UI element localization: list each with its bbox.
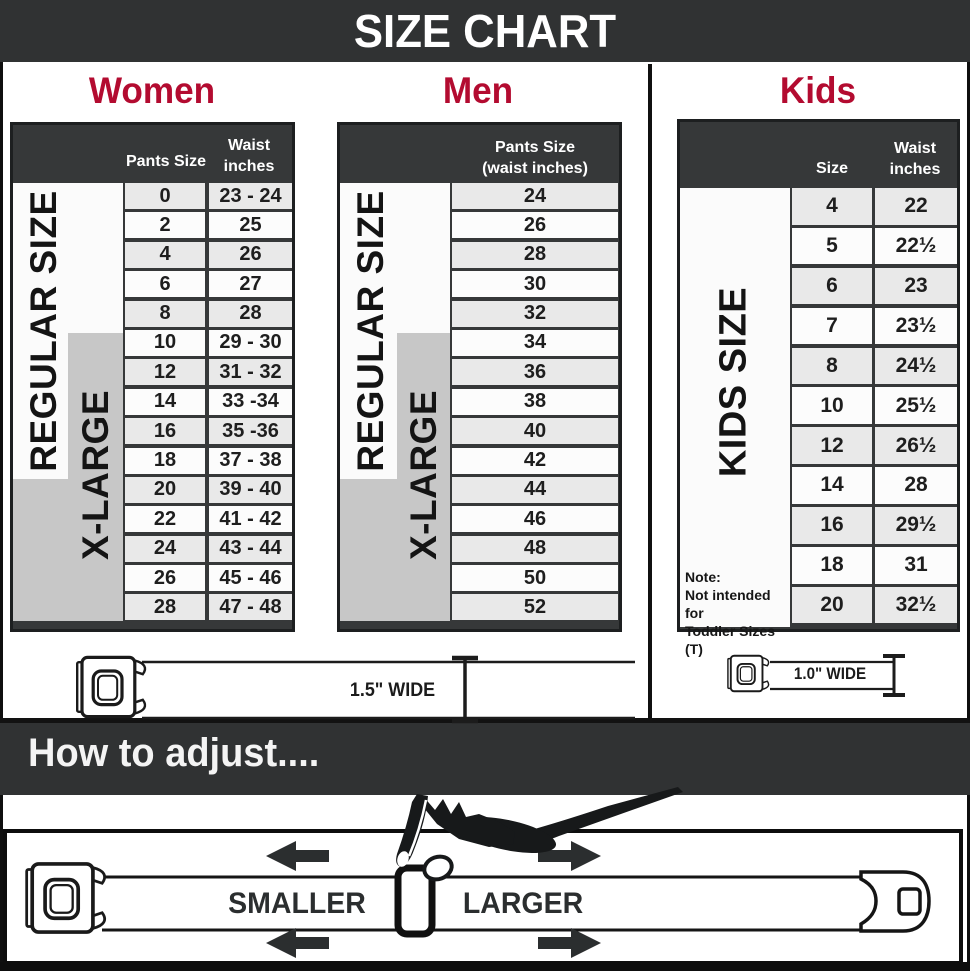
kids-belt-illustration [718, 646, 913, 702]
page-title: SIZE CHART [353, 5, 617, 57]
pants-size-cell: 10 [125, 330, 205, 356]
pants-size-cell: 18 [125, 448, 205, 474]
kid-size-cell: 6 [792, 268, 872, 305]
women-heading: Women [88, 70, 216, 111]
men-col-header: Pants Size (waist inches) [482, 139, 588, 177]
table-row [452, 418, 618, 444]
kid-size-cell: 16 [792, 507, 872, 544]
table-row [792, 427, 957, 464]
waist-cell: 23 [875, 268, 957, 305]
waist-cell: 29½ [875, 507, 957, 544]
waist-cell: 23 - 24 [209, 183, 292, 209]
waist-cell: 47 - 48 [209, 594, 292, 620]
left-border [0, 0, 3, 971]
waist-cell: 33 -34 [209, 389, 292, 415]
waist-cell: 28 [209, 301, 292, 327]
kid-size-cell: 4 [792, 188, 872, 225]
table-row [452, 242, 618, 268]
waist-cell: 35 -36 [209, 418, 292, 444]
pants-size-cell: 8 [125, 301, 205, 327]
table-row [125, 477, 292, 503]
pants-size-cell: 26 [125, 565, 205, 591]
pants-size-cell: 24 [125, 536, 205, 562]
title-banner [0, 0, 970, 62]
table-row [125, 389, 292, 415]
waist-cell: 25 [209, 212, 292, 238]
table-row [125, 506, 292, 532]
men-heading: Men [442, 70, 514, 111]
waist-cell: 24½ [875, 348, 957, 385]
table-row [452, 330, 618, 356]
pants-size-cell: 14 [125, 389, 205, 415]
table-row [452, 565, 618, 591]
kid-size-cell: 18 [792, 547, 872, 584]
men-rows [452, 183, 618, 624]
table-row [125, 212, 292, 238]
seatbelt-buckle-icon [77, 657, 145, 716]
pants-size-cell: 48 [452, 536, 618, 562]
waist-cell: 32½ [875, 587, 957, 624]
pants-size-cell: 40 [452, 418, 618, 444]
table-row [452, 448, 618, 474]
table-row [125, 330, 292, 356]
women-size-table: Pants Size Waist inches REGULAR SIZE X-LARGE 0 23 - 24 2 25 4 26 6 27 8 28 10 29 - 30 12 31 - 32 14 33 -34 16 35 -36 18 37 - 38 20 39 - 40 22 41 - 42 24 43 - 44 26 45 - 46 28 47 - 48 [10, 122, 295, 632]
table-row [125, 301, 292, 327]
waist-cell: 22½ [875, 228, 957, 265]
kids-size-table: Size Waist inches KIDS SIZE Note: Not intended for Toddler Sizes (T) 4 22 5 22½ 6 23 7 23½ 8 24½ 10 25½ 12 26½ 14 28 16 29½ 18 31 20 32½ [677, 119, 960, 632]
table-row [452, 212, 618, 238]
waist-cell: 43 - 44 [209, 536, 292, 562]
kid-size-cell: 20 [792, 587, 872, 624]
table-row [452, 477, 618, 503]
hand-icon [395, 787, 683, 883]
how-to-illustration [7, 790, 963, 970]
kid-size-cell: 10 [792, 387, 872, 424]
pants-size-cell: 42 [452, 448, 618, 474]
pants-size-cell: 38 [452, 389, 618, 415]
women-rows [125, 183, 292, 624]
pants-size-cell: 4 [125, 242, 205, 268]
table-row [125, 418, 292, 444]
table-row [452, 271, 618, 297]
table-row [792, 387, 957, 424]
pants-size-cell: 12 [125, 359, 205, 385]
table-row [792, 308, 957, 345]
pants-size-cell: 52 [452, 594, 618, 620]
table-row [452, 536, 618, 562]
table-row [452, 389, 618, 415]
table-row [452, 506, 618, 532]
table-row [125, 536, 292, 562]
seatbelt-buckle-icon [728, 656, 769, 692]
table-row [452, 301, 618, 327]
kids-col-size-header: Size [815, 160, 848, 177]
table-row [125, 183, 292, 209]
men-size-table: Pants Size (waist inches) REGULAR SIZE X-LARGE 24 26 28 30 32 34 36 38 40 42 44 46 48 50 52 [337, 122, 622, 632]
adult-belt-width-label: 1.5" WIDE [349, 679, 436, 701]
pants-size-cell: 36 [452, 359, 618, 385]
kids-heading: Kids [779, 70, 857, 111]
table-row [125, 448, 292, 474]
waist-cell: 31 - 32 [209, 359, 292, 385]
pants-size-cell: 26 [452, 212, 618, 238]
waist-cell: 37 - 38 [209, 448, 292, 474]
table-row [125, 242, 292, 268]
waist-cell: 29 - 30 [209, 330, 292, 356]
waist-cell: 31 [875, 547, 957, 584]
table-row [792, 268, 957, 305]
waist-cell: 26 [209, 242, 292, 268]
waist-cell: 23½ [875, 308, 957, 345]
pants-size-cell: 24 [452, 183, 618, 209]
waist-cell: 22 [875, 188, 957, 225]
pants-size-cell: 16 [125, 418, 205, 444]
kids-note: Note: Not intended for Toddler Sizes (T) [685, 569, 775, 657]
table-row [125, 594, 292, 620]
table-row [792, 348, 957, 385]
pants-size-cell: 50 [452, 565, 618, 591]
how-to-band [0, 718, 970, 795]
table-row [452, 183, 618, 209]
table-row [792, 547, 957, 584]
waist-cell: 45 - 46 [209, 565, 292, 591]
kids-belt-width-label: 1.0" WIDE [793, 665, 867, 683]
waist-cell: 26½ [875, 427, 957, 464]
kid-size-cell: 7 [792, 308, 872, 345]
table-row [792, 188, 957, 225]
waist-cell: 41 - 42 [209, 506, 292, 532]
waist-cell: 28 [875, 467, 957, 504]
smaller-label: SMALLER [228, 887, 366, 920]
table-row [792, 587, 957, 624]
pants-size-cell: 32 [452, 301, 618, 327]
how-to-heading: How to adjust.... [28, 731, 320, 775]
table-row [125, 359, 292, 385]
table-row [792, 467, 957, 504]
table-row [125, 271, 292, 297]
women-col-waist-header: Waist inches [223, 137, 275, 175]
kid-size-cell: 8 [792, 348, 872, 385]
table-row [452, 359, 618, 385]
table-row [792, 507, 957, 544]
pants-size-cell: 30 [452, 271, 618, 297]
kid-size-cell: 5 [792, 228, 872, 265]
kid-size-cell: 14 [792, 467, 872, 504]
waist-cell: 39 - 40 [209, 477, 292, 503]
pants-size-cell: 20 [125, 477, 205, 503]
pants-size-cell: 34 [452, 330, 618, 356]
women-col-size-header: Pants Size [125, 153, 207, 170]
kid-size-cell: 12 [792, 427, 872, 464]
pants-size-cell: 46 [452, 506, 618, 532]
pants-size-cell: 2 [125, 212, 205, 238]
pants-size-cell: 28 [125, 594, 205, 620]
pants-size-cell: 44 [452, 477, 618, 503]
kids-rows [792, 188, 957, 627]
section-divider [648, 64, 652, 720]
waist-cell: 27 [209, 271, 292, 297]
waist-cell: 25½ [875, 387, 957, 424]
kids-col-waist-header: Waist inches [889, 140, 941, 178]
pants-size-cell: 22 [125, 506, 205, 532]
table-row [452, 594, 618, 620]
table-row [125, 565, 292, 591]
pants-size-cell: 6 [125, 271, 205, 297]
larger-label: LARGER [462, 887, 584, 920]
pants-size-cell: 28 [452, 242, 618, 268]
seatbelt-buckle-icon [27, 864, 105, 932]
pants-size-cell: 0 [125, 183, 205, 209]
table-row [792, 228, 957, 265]
adult-belt-illustration [60, 645, 650, 725]
